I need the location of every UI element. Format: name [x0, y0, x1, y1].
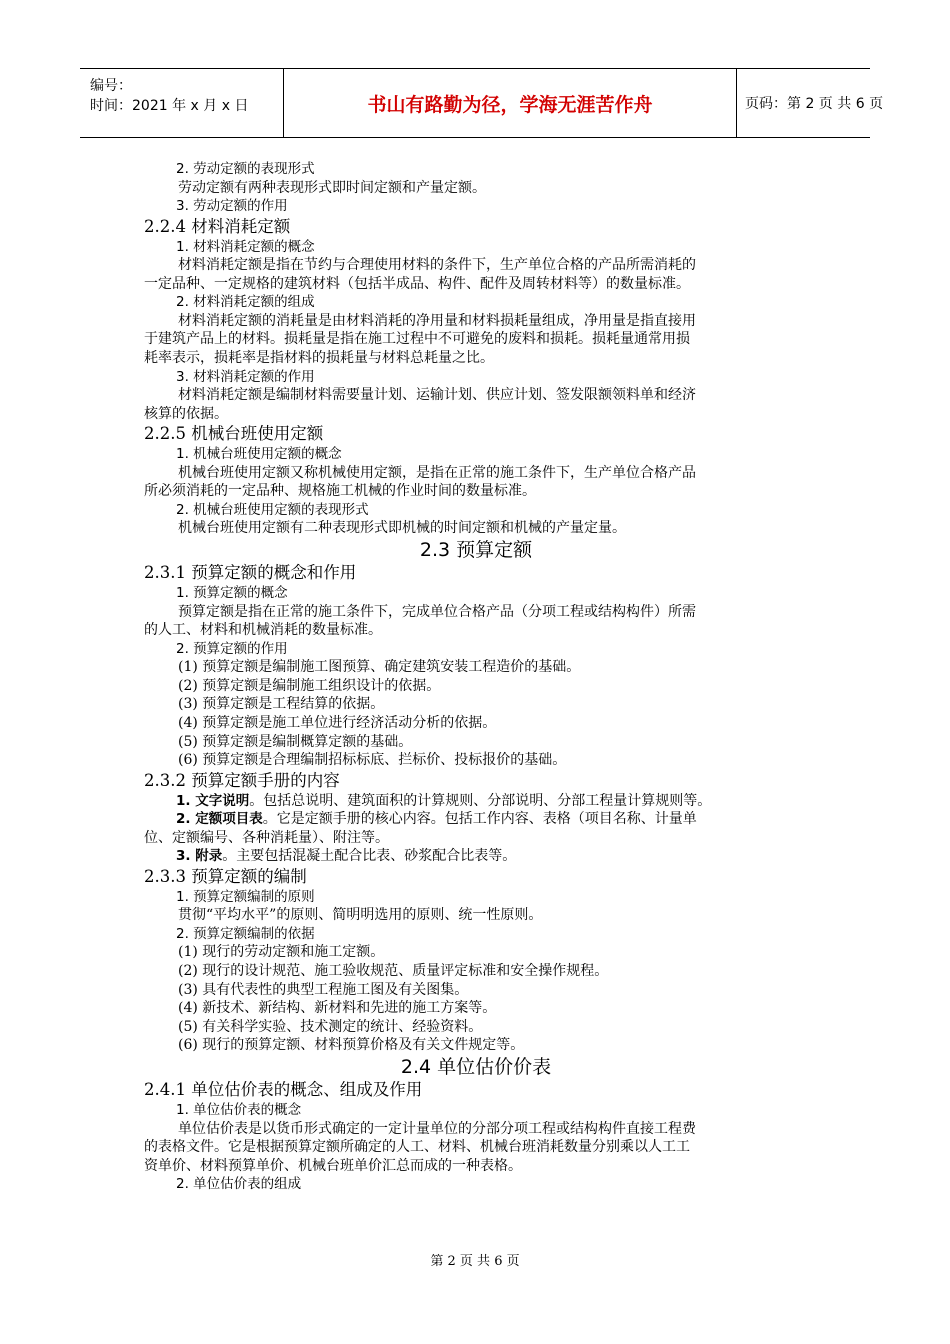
- subheading-line: 1. 预算定额编制的原则: [176, 888, 315, 905]
- list-item: (6) 预算定额是合理编制招标标底、拦标价、投标报价的基础。: [178, 752, 567, 769]
- subheading-line: 2. 预算定额的作用: [176, 640, 288, 657]
- list-item: (4) 新技术、新结构、新材料和先进的施工方案等。: [178, 1000, 497, 1017]
- subheading-line: 1. 材料消耗定额的概念: [176, 238, 315, 255]
- paragraph-line: 于建筑产品上的材料。损耗量是指在施工过程中不可避免的废料和损耗。损耗量通常用损: [144, 331, 690, 348]
- paragraph-line: 耗率表示，损耗率是指材料的损耗量与材料总耗量之比。: [144, 349, 494, 366]
- document-body: [144, 160, 808, 1194]
- section-heading: 2.2.5 机械台班使用定额: [144, 424, 324, 444]
- bold-term: 2. 定额项目表: [176, 811, 263, 828]
- subheading-line: 1. 单位估价表的概念: [176, 1102, 302, 1119]
- document-code-label: 编号：: [90, 78, 132, 94]
- list-item: (5) 预算定额是编制概算定额的基础。: [178, 733, 413, 750]
- paragraph-line: 贯彻“平均水平”的原则、简明明选用的原则、统一性原则。: [178, 907, 543, 924]
- paragraph-line: 的表格文件。它是根据预算定额所确定的人工、材料、机械台班消耗数量分别乘以人工工: [144, 1139, 690, 1156]
- paragraph-line: 机械台班使用定额又称机械使用定额，是指在正常的施工条件下，生产单位合格产品: [178, 464, 696, 481]
- bold-term: 3. 附录: [176, 848, 223, 865]
- list-item: (2) 预算定额是编制施工组织设计的依据。: [178, 677, 441, 694]
- list-item: (6) 现行的预算定额、材料预算价格及有关文件规定等。: [178, 1037, 525, 1054]
- header-motto-cell: [283, 69, 737, 137]
- subheading-line: 2. 劳动定额的表现形式: [176, 161, 315, 177]
- header-page-info: 页码：第 2 页 共 6 页: [745, 96, 884, 112]
- chapter-heading: 2.4 单位估价价表: [400, 1056, 552, 1079]
- section-heading: 2.2.4 材料消耗定额: [144, 216, 291, 236]
- section-heading: 2.4.1 单位估价表的概念、组成及作用: [144, 1080, 423, 1100]
- list-item: (4) 预算定额是施工单位进行经济活动分析的依据。: [178, 715, 497, 731]
- paragraph-line: 材料消耗定额的消耗量是由材料消耗的净用量和材料损耗量组成，净用量是指直接用: [178, 312, 696, 329]
- header-meta: [80, 69, 280, 137]
- paragraph-line: 所必须消耗的一定品种、规格施工机械的作业时间的数量标准。: [144, 483, 536, 500]
- header-motto: 书山有路勤为径，学海无涯苦作舟: [367, 94, 653, 116]
- paragraph-line: 机械台班使用定额有二种表现形式即机械的时间定额和机械的产量定量。: [178, 520, 626, 537]
- section-heading: 2.3.2 预算定额手册的内容: [144, 770, 340, 790]
- paragraph-line: 劳动定额有两种表现形式即时间定额和产量定额。: [178, 179, 486, 196]
- subheading-line: 1. 机械台班使用定额的概念: [176, 446, 342, 463]
- paragraph-line: 单位估价表是以货币形式确定的一定计量单位的分部分项工程或结构构件直接工程费: [178, 1120, 696, 1137]
- subheading-line: 2. 预算定额编制的依据: [176, 925, 315, 942]
- list-item: (1) 现行的劳动定额和施工定额。: [178, 944, 385, 961]
- paragraph-line: 材料消耗定额是指在节约与合理使用材料的条件下，生产单位合格的产品所需消耗的: [178, 257, 696, 274]
- list-item: (1) 预算定额是编制施工图预算、确定建筑安装工程造价的基础。: [178, 659, 581, 676]
- subheading-line: 2. 机械台班使用定额的表现形式: [176, 501, 369, 518]
- subheading-line: [144, 810, 808, 829]
- paragraph-line: 材料消耗定额是编制材料需要量计划、运输计划、供应计划、签发限额领料单和经济: [178, 387, 696, 404]
- list-item: (2) 现行的设计规范、施工验收规范、质量评定标准和安全操作规程。: [178, 963, 609, 980]
- list-item: (3) 具有代表性的典型工程施工图及有关图集。: [178, 981, 469, 998]
- line-text: 。包括总说明、建筑面积的计算规则、分部说明、分部工程量计算规则等。: [249, 792, 712, 809]
- list-item: (5) 有关科学实验、技术测定的统计、经验资料。: [178, 1018, 483, 1035]
- subheading-line: 2. 单位估价表的组成: [176, 1176, 302, 1193]
- paragraph-line: 的人工、材料和机械消耗的数量标准。: [144, 622, 382, 639]
- subheading-line: 3. 劳动定额的作用: [176, 198, 288, 215]
- section-heading: 2.3.1 预算定额的概念和作用: [144, 563, 357, 583]
- chapter-heading: 2.3 预算定额: [419, 539, 533, 562]
- subheading-line: 1. 预算定额的概念: [176, 585, 288, 602]
- page-footer: 第 2 页 共 6 页: [430, 1254, 520, 1269]
- paragraph-line: 位、定额编号、各种消耗量）、附注等。: [144, 829, 389, 846]
- page-header: [80, 68, 884, 138]
- paragraph-line: 资单价、材料预算单价、机械台班单价汇总而成的一种表格。: [144, 1157, 522, 1174]
- subheading-line: 2. 材料消耗定额的组成: [176, 294, 315, 311]
- list-item: (3) 预算定额是工程结算的依据。: [178, 696, 385, 713]
- header-page-cell: [736, 69, 884, 137]
- line-text: 。它是定额手册的核心内容。包括工作内容、表格（项目名称、计量单: [262, 811, 697, 828]
- section-heading: 2.3.3 预算定额的编制: [144, 866, 307, 886]
- paragraph-line: 核算的依据。: [144, 405, 228, 422]
- subheading-line: [144, 847, 808, 866]
- paragraph-line: 预算定额是指在正常的施工条件下，完成单位合格产品（分项工程或结构构件）所需: [178, 603, 696, 620]
- bold-term: 1. 文字说明: [176, 792, 250, 809]
- paragraph-line: 一定品种、一定规格的建筑材料（包括半成品、构件、配件及周转材料等）的数量标准。: [144, 275, 690, 292]
- document-time-label: 时间：2021 年 x 月 x 日: [90, 98, 249, 114]
- line-text: 。主要包括混凝土配合比表、砂浆配合比表等。: [222, 848, 517, 865]
- subheading-line: 3. 材料消耗定额的作用: [176, 368, 315, 385]
- subheading-line: [144, 792, 808, 811]
